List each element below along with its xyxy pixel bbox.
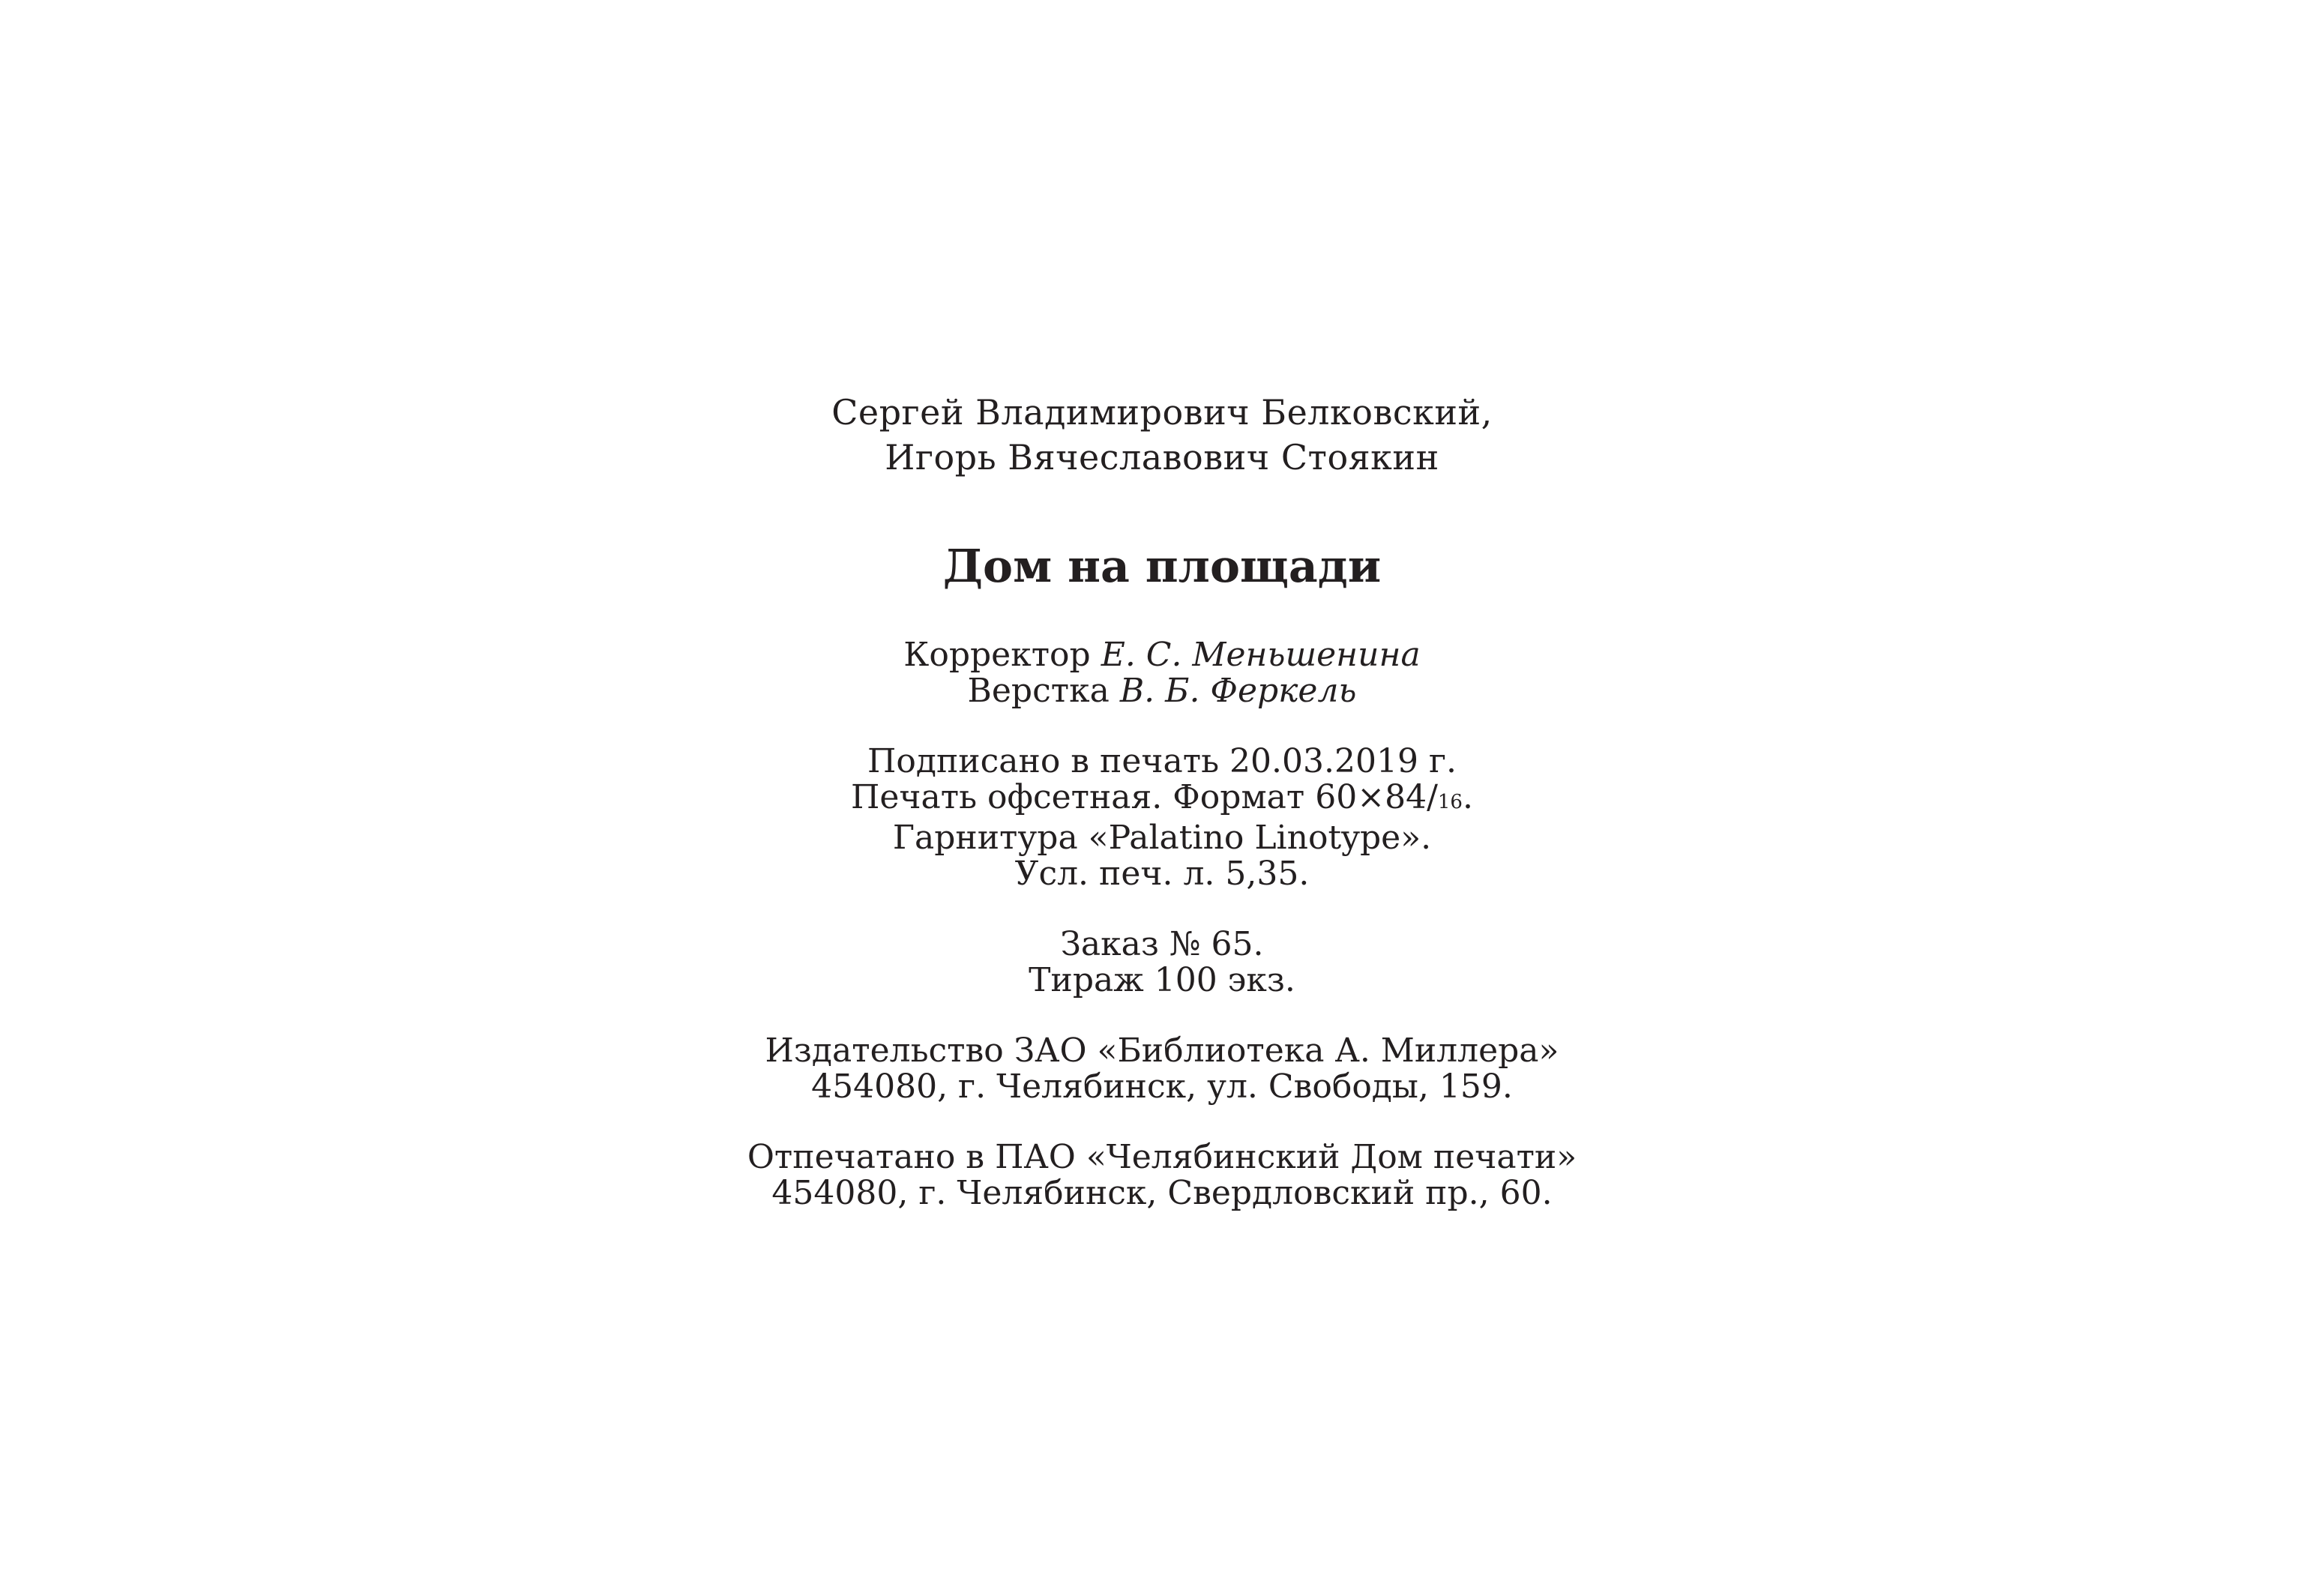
printed-sheets: Усл. печ. л. 5,35. bbox=[1014, 855, 1310, 893]
publisher-info bbox=[0, 1033, 2324, 1105]
printer-info bbox=[0, 1139, 2324, 1211]
credit-role: Корректор bbox=[903, 636, 1091, 674]
credit-line-layout bbox=[0, 673, 2324, 709]
colophon bbox=[0, 390, 2324, 1211]
print-run: Тираж 100 экз. bbox=[1029, 961, 1295, 999]
typeface: Гарнитура «Palatino Linotype». bbox=[892, 819, 1432, 857]
order-info bbox=[0, 927, 2324, 999]
publisher-name: Издательство ЗАО «Библиотека А. Миллера» bbox=[765, 1032, 1559, 1070]
printer-address: 454080, г. Челябинск, Свердловский пр., 60. bbox=[771, 1174, 1553, 1212]
author-line: Сергей Владимирович Белковский, bbox=[831, 392, 1493, 433]
authors bbox=[0, 390, 2324, 480]
publisher-address: 454080, г. Челябинск, ул. Свободы, 159. bbox=[811, 1067, 1513, 1106]
signed-date: Подписано в печать 20.03.2019 г. bbox=[867, 742, 1457, 780]
credits bbox=[0, 637, 2324, 709]
printer-name: Отпечатано в ПАО «Челябинский Дом печати» bbox=[747, 1138, 1577, 1176]
credit-name: Е. С. Меньшенина bbox=[1101, 636, 1421, 674]
format-prefix: Печать офсетная. Формат 60×84/ bbox=[851, 778, 1438, 816]
book-title: Дом на площади bbox=[942, 540, 1382, 593]
format-suffix: . bbox=[1462, 778, 1473, 816]
print-specs bbox=[0, 744, 2324, 892]
order-number: Заказ № 65. bbox=[1060, 925, 1264, 963]
author-line: Игорь Вячеславович Стоякин bbox=[885, 437, 1439, 478]
credit-name: В. Б. Феркель bbox=[1119, 672, 1357, 710]
credit-line-corrector bbox=[0, 637, 2324, 673]
credit-role: Верстка bbox=[967, 672, 1110, 710]
print-format bbox=[0, 780, 2324, 820]
format-denominator: 16 bbox=[1437, 791, 1463, 813]
